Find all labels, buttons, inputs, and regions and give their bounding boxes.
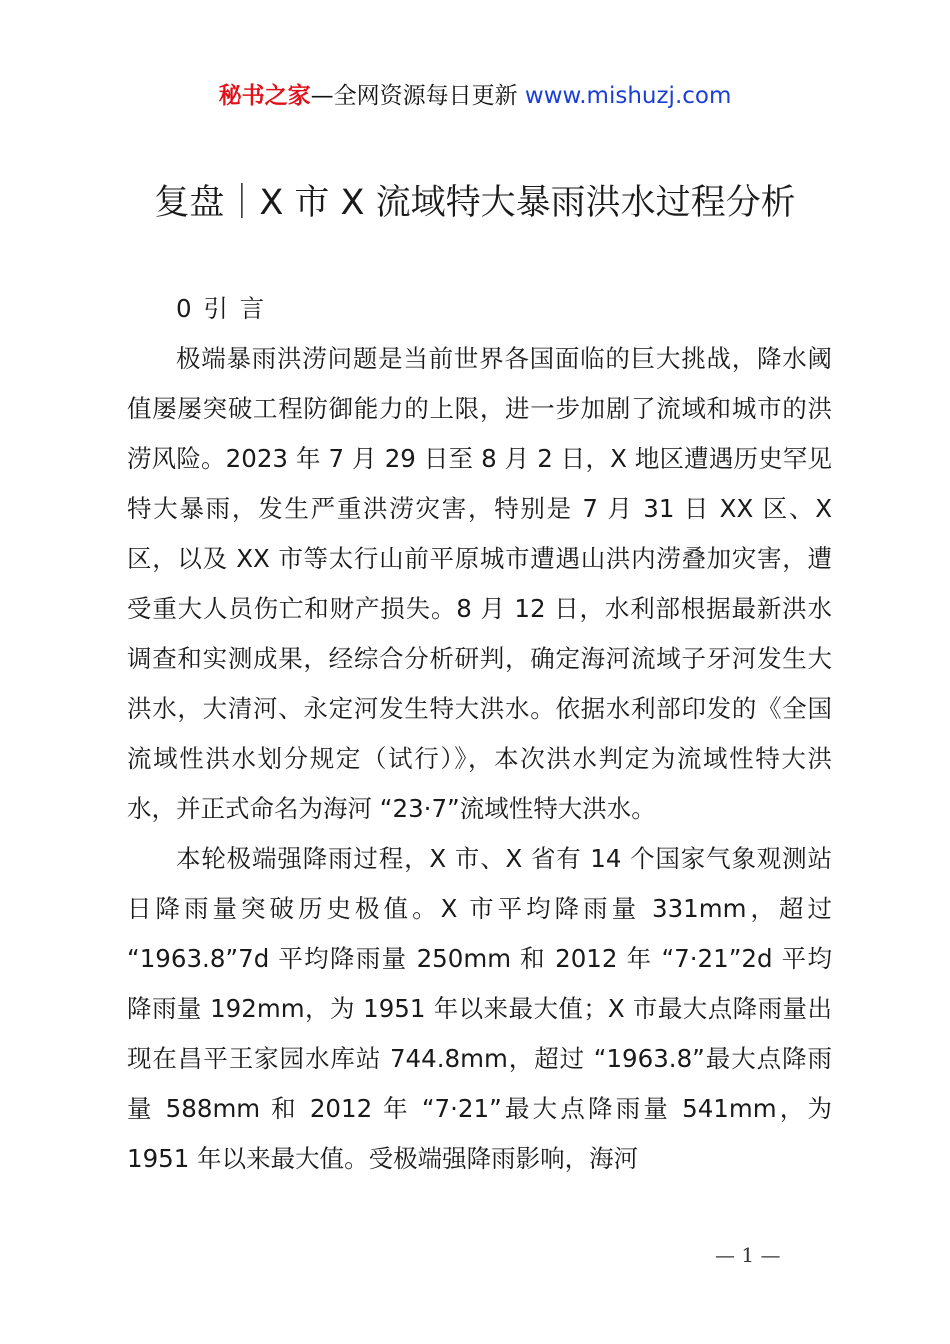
document-title: 复盘｜X 市 X 流域特大暴雨洪水过程分析 bbox=[154, 183, 796, 223]
page-number: — 1 — bbox=[715, 1243, 781, 1267]
site-header bbox=[0, 80, 950, 112]
section-heading: 0 引 言 bbox=[176, 294, 267, 323]
header-slogan: —全网资源每日更新 bbox=[310, 83, 525, 109]
body-paragraph: 极端暴雨洪涝问题是当前世界各国面临的巨大挑战，降水阈值屡屡突破工程防御能力的上限，进一步加剧了流域和城市的洪涝风险。2023 年 7 月 29 日至 8 月 2 日，X 地区遭遇历史罕见特大暴雨，发生严重洪涝灾害，特别是 7 月 31 日 XX 区、X 区，以及 XX 市等太行山前平原城市遭遇山洪内涝叠加灾害，遭受重大人员伤亡和财产损失。8 月 12 日，水利部根据最新洪水调查和实测成果，经综合分析研判，确定海河流域子牙河发生大洪水，大清河、永定河发生特大洪水。依据水利部印发的《全国流域性洪水划分规定（试行）》，本次洪水判定为流域性特大洪水，并正式命名为海河 “23·7”流域性特大洪水。 bbox=[127, 344, 832, 823]
document-body bbox=[127, 284, 832, 1184]
brand-name: 秘书之家 bbox=[218, 83, 311, 109]
site-url[interactable]: www.mishuzj.com bbox=[524, 83, 732, 109]
body-paragraph: 本轮极端强降雨过程，X 市、X 省有 14 个国家气象观测站日降雨量突破历史极值。X 市平均降雨量 331mm，超过 “1963.8”7d 平均降雨量 250mm 和 2012 年 “7·21”2d 平均降雨量 192mm，为 1951 年以来最大值；X 市最大点降雨量出现在昌平王家园水库站 744.8mm，超过 “1963.8”最大点降雨量 588mm 和 2012 年 “7·21”最大点降雨量 541mm，为 1951 年以来最大值。受极端强降雨影响，海河 bbox=[127, 844, 832, 1173]
